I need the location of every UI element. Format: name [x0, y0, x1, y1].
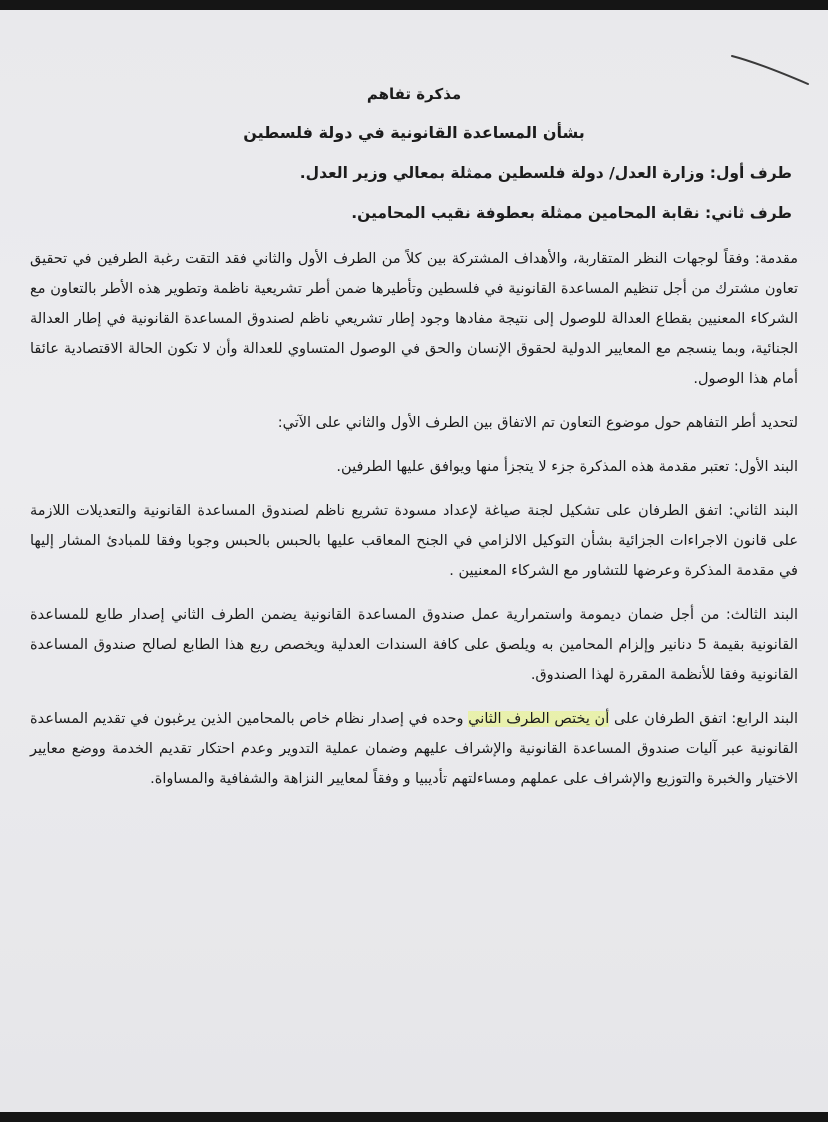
- paper-page: [0, 10, 828, 1112]
- clause-four-start: البند الرابع: اتفق الطرفان على: [609, 711, 798, 727]
- pen-stroke-mark: [730, 50, 810, 90]
- clause-four: [30, 704, 798, 794]
- clause-three: البند الثالث: من أجل ضمان ديمومة واستمرارية عمل صندوق المساعدة القانونية يضمن الطرف الثاني إصدار طابع للمساعدة القانونية بقيمة 5 دنانير وإلزام المحامين به ويلصق على كافة السندات العدلية ويخصص ريع هذا الطابع لصالح صندوق المساعدة القانونية وفقا للأنظمة المقررة لهذا الصندوق.: [30, 607, 798, 683]
- framework-paragraph: لتحديد أطر التفاهم حول موضوع التعاون تم الاتفاق بين الطرف الأول والثاني على الآتي:: [277, 415, 798, 431]
- clause-four-end: وحده في إصدار نظام خاص بالمحامين الذين يرغبون في تقديم المساعدة القانونية عبر آليات صندوق المساعدة القانونية والإشراف عليهم وضمان عملية التدوير وعدم احتكار تقديم الخدمة ووضع معايير الاختيار والخبرة والتوزيع والإشراف على عملهم ومساءلتهم تأديبيا و وفقاً لمعايير النزاهة والشفافية والمساواة.: [30, 711, 798, 787]
- clause-two: البند الثاني: اتفق الطرفان على تشكيل لجنة صياغة لإعداد مسودة تشريع ناظم لصندوق المساعدة القانونية والتعديلات اللازمة على قانون الاجراءات الجزائية بشأن التوكيل الالزامي في الجنح المعاقب عليها بالحبس بالحبس وجوبا وفقا للمبادئ المشار إليها في مقدمة المذكرة وعرضها للتشاور مع الشركاء المعنيين .: [30, 503, 798, 579]
- party-two: طرف ثاني: نقابة المحامين ممثلة بعطوفة نقيب المحامين.: [351, 204, 792, 222]
- document-title: مذكرة تفاهم: [366, 85, 462, 103]
- memorandum-body: [30, 85, 798, 808]
- clause-one: البند الأول: تعتبر مقدمة هذه المذكرة جزء لا يتجزأ منها ويوافق عليها الطرفين.: [336, 459, 798, 475]
- document-subtitle: بشأن المساعدة القانونية في دولة فلسطين: [243, 123, 585, 142]
- highlighted-text: أن يختص الطرف الثاني: [468, 711, 610, 727]
- party-one: طرف أول: وزارة العدل/ دولة فلسطين ممثلة بمعالي وزير العدل.: [299, 164, 792, 182]
- introduction-paragraph: مقدمة: وفقاً لوجهات النظر المتقاربة، والأهداف المشتركة بين كلاً من الطرف الأول والثاني فقد التقت رغبة الطرفين في تحقيق تعاون مشترك من أجل تنظيم المساعدة القانونية في فلسطين وتأطيرها ضمن أطر تشريعية ناظمة وتطوير هذه الأطر بالتعاون مع الشركاء المعنيين بقطاع العدالة للوصول إلى نتيجة مفادها وجود إطار تشريعي ناظم لصندوق المساعدة القانونية في إطار العدالة الجنائية، وبما ينسجم مع المعايير الدولية لحقوق الإنسان والحق في الوصول المتساوي للعدالة وأن لا تكون الحالة الاقتصادية عائقا أمام هذا الوصول.: [30, 251, 798, 387]
